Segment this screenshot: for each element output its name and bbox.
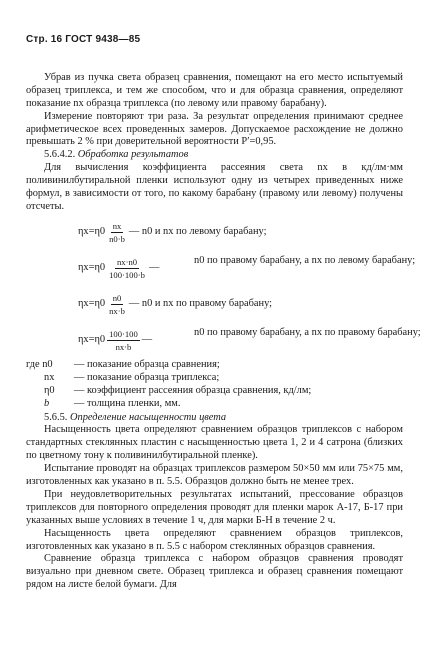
fraction-denominator: 100·100·b bbox=[109, 270, 145, 281]
definition-text: — толщина пленки, мм. bbox=[74, 397, 181, 409]
fraction-numerator: 100·100 bbox=[109, 329, 138, 340]
paragraph-1: Убрав из пучка света образец сравнения, помещают на его место испытуемый образец триплекса, и тем же способом, что и для образца сравнения, определяют показание nx образца триплекса (по левому или правому барабану). bbox=[26, 71, 403, 109]
formula-lhs: ηx=η0 bbox=[78, 226, 106, 238]
formula-lhs: ηx=η0 bbox=[78, 262, 106, 274]
formula-lhs: ηx=η0 bbox=[78, 334, 106, 346]
fraction-numerator: nx·n0 bbox=[117, 257, 138, 268]
fraction-denominator: nx·b bbox=[109, 306, 125, 317]
fraction-numerator: n0 bbox=[112, 293, 122, 304]
definition-text: — коэффициент рассеяния образца сравнения, кд/лм; bbox=[74, 384, 312, 396]
fraction-denominator: n0·b bbox=[109, 234, 125, 245]
formula-block bbox=[26, 216, 421, 358]
paragraph-4: Насыщенность цвета определяют сравнением образцов триплексов с набором стандартных стеклянных пластин с насыщенностью цвета 1, 2 и 4 сатрона (близких по цветному тону к поливинилбутиральной пленке). bbox=[26, 424, 403, 462]
definition-symbol: η0 bbox=[44, 384, 55, 396]
formula-fraction bbox=[107, 329, 140, 352]
section-number: 5.6.5. bbox=[44, 411, 68, 423]
formula-tail: — n0 и nx по левому барабану; bbox=[128, 226, 267, 238]
formula-tail: — bbox=[141, 334, 153, 346]
definition-row bbox=[26, 385, 403, 398]
formula-tail: — bbox=[148, 262, 160, 274]
section-heading-5-6-5 bbox=[26, 412, 403, 425]
formula-3 bbox=[26, 288, 403, 322]
formula-fraction bbox=[107, 221, 127, 244]
definition-row bbox=[26, 372, 403, 385]
definition-text: — показание образца сравнения; bbox=[74, 358, 220, 370]
definition-symbol: где n0 bbox=[26, 358, 53, 370]
definition-symbol: b bbox=[44, 397, 50, 409]
formula-fraction bbox=[107, 257, 147, 280]
fraction-denominator: nx·b bbox=[115, 342, 132, 353]
definitions-list bbox=[26, 359, 403, 411]
paragraph-2: Измерение повторяют три раза. За результат определения принимают среднее арифметическое всех проведенных замеров. Допускаемое расхождение не должно превышать 2 % при доверительной вероятности P′=0,95. bbox=[26, 110, 403, 148]
formula-4 bbox=[26, 324, 421, 358]
definition-text: — показание образца триплекса; bbox=[74, 371, 220, 383]
paragraph-6: При неудовлетворительных результатах испытаний, прессование образцов триплексов для повторного определения проводят для пленки марок А-17, Б-17 при указанных выше условиях в течение 1 ч, для марки Б-Н в течение 2 ч. bbox=[26, 488, 403, 526]
definition-row bbox=[26, 398, 403, 411]
page-header: Стр. 16 ГОСТ 9438—85 bbox=[26, 34, 141, 45]
formula-description: n0 по правому барабану, а nx по правому барабану; bbox=[194, 326, 421, 338]
section-heading-5-6-4-2 bbox=[26, 149, 403, 162]
paragraph-3: Для вычисления коэффициента рассеяния света nx в кд/лм·мм поливинилбутиральной пленки используют одну из четырех приведенных ниже формул, в зависимости от того, по какому барабану (правому или левому) получены отсчеты. bbox=[26, 162, 403, 212]
section-number: 5.6.4.2. bbox=[44, 149, 76, 161]
formula-description: n0 по правому барабану, а nx по левому барабану; bbox=[194, 254, 416, 266]
section-title: Обработка результатов bbox=[77, 149, 189, 161]
section-title: Определение насыщенности цвета bbox=[70, 411, 227, 423]
paragraph-5: Испытание проводят на образцах триплексов размером 50×50 мм или 75×75 мм, изготовленных как указано в п. 5.5. Образцов должно быть не менее трех. bbox=[26, 463, 403, 488]
definition-symbol: nx bbox=[44, 371, 55, 383]
formula-1 bbox=[26, 216, 403, 250]
definition-row bbox=[26, 359, 403, 372]
formula-2 bbox=[26, 252, 416, 286]
fraction-numerator: nx bbox=[112, 221, 122, 232]
formula-lhs: ηx=η0 bbox=[78, 298, 106, 310]
formula-tail: — n0 и nx по правому барабану; bbox=[128, 298, 273, 310]
formula-fraction bbox=[107, 293, 127, 316]
paragraph-8: Сравнение образца триплекса с набором образцов сравнения проводят визуально при дневном свете. Образец триплекса и образец сравнения помещают рядом на листе белой бумаги. Для bbox=[26, 553, 403, 591]
paragraph-7: Насыщенность цвета определяют сравнением образцов триплексов, изготовленных как указано в п. 5.5 с набором стеклянных образцов сравнения. bbox=[26, 527, 403, 552]
